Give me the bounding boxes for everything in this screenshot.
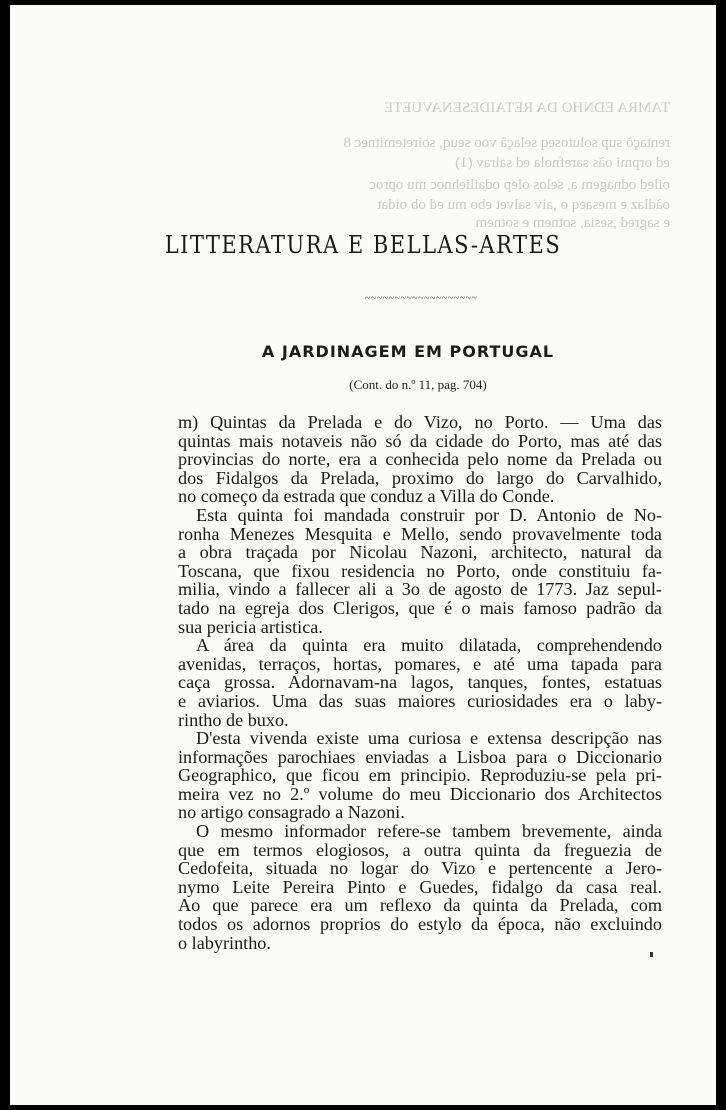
text-line: nymo Leite Pereira Pinto e Guedes, fidalgo da casa real. (178, 876, 662, 897)
text-line: tado na egreja dos Clerigos, que é o mais famoso padrão da (178, 597, 662, 618)
text-line: o labyrintho. (178, 932, 271, 953)
text-line: Esta quinta foi mandada construir por D. Antonio de No- (196, 504, 662, 525)
section-title: LITTERATURA E BELLAS-ARTES (164, 231, 562, 259)
printed-page (10, 5, 716, 1105)
text-line: meira vez no 2.º volume do meu Diccionario dos Architectos (178, 783, 662, 804)
paragraph (178, 636, 662, 729)
paragraph (178, 506, 662, 636)
text-line: O mesmo informador refere-se tambem brevemente, ainda (196, 821, 662, 842)
text-line: e aviarios. Uma das suas maiores curiosidades era o laby- (178, 690, 662, 711)
text-line: rintho de buxo. (178, 709, 289, 730)
text-line: Cedofeita, situada no logar do Vizo e pertencente a Jero- (178, 858, 662, 879)
paragraph (178, 413, 662, 506)
text-line: que em termos elogiosos, a outra quinta da freguezia de (178, 839, 662, 860)
text-line: a obra traçada por Nicolau Nazoni, architecto, natural da (178, 542, 662, 563)
text-line: todos os adornos proprios do estylo da época, não excluindo (178, 914, 662, 935)
text-line: ronha Menezes Mesquita e Mello, sendo provavelmente toda (178, 523, 662, 544)
article-title: A JARDINAGEM EM PORTUGAL (261, 342, 555, 361)
text-line: quintas mais notaveis não só da cidade do Porto, mas até das (178, 430, 662, 451)
paragraph (178, 822, 662, 952)
ink-speck (650, 952, 653, 957)
text-line: D'esta vivenda existe uma curiosa e extensa descripção nas (196, 728, 662, 749)
text-line: no artigo consagrado a Nazoni. (178, 802, 405, 823)
bleed-through-line: oãdlaz e mesaeq o ,aiv salvet ebo mu ed ob oidat (377, 197, 670, 213)
decorative-rule: ~~~~~~~~~~~~~~~~~~~ (365, 293, 478, 304)
bleed-through-line: oiled odnagem a, selos olep odailiehnoc mu oproc (369, 177, 670, 193)
text-line: caça grossa. Adornavam-na lagos, tanques, fontes, estatuas (178, 672, 662, 693)
text-line: avenidas, terraços, hortas, pomares, e até uma tapada para (178, 653, 662, 674)
text-line: Geographico, que ficou em principio. Reproduziu-se pela pri- (178, 765, 662, 786)
text-line: informações parochiaes enviadas a Lisboa para o Diccionario (178, 746, 662, 767)
text-line: no começo da estrada que conduz a Villa do Conde. (178, 486, 555, 507)
bleed-through-line: TAMRA EDNHO DA RETAIDESENAVUETE (383, 100, 670, 116)
text-line: provincias do norte, era a conhecida pelo nome da Prelada ou (178, 449, 662, 470)
text-line: dos Fidalgos da Prelada, proximo do largo do Carvalhido, (178, 467, 662, 488)
bleed-through-line: e sagred ,sesia, sotnem e sotnem (475, 215, 670, 231)
text-line: A área da quinta era muito dilatada, comprehendendo (196, 635, 662, 656)
bleed-through-line: rentaçõ sup solutoseq selaçã voo seuq, soiretemitnec 8 (343, 135, 670, 151)
bleed-through-line: ed orpmi oãs sarefnola ed sairav (1) (455, 155, 670, 171)
text-line: Ao que parece era um reflexo da quinta da Prelada, com (178, 895, 662, 916)
text-line: m) Quintas da Prelada e do Vizo, no Porto. — Uma das (178, 412, 662, 432)
text-line: milia, vindo a fallecer ali a 3o de agosto de 1773. Jaz sepul- (178, 579, 662, 600)
paragraph (178, 729, 662, 822)
article-body (178, 413, 662, 952)
continuation-note: (Cont. do n.º 11, pag. 704) (349, 377, 487, 392)
text-line: sua pericia artistica. (178, 616, 323, 637)
text-line: Toscana, que fixou residencia no Porto, onde constituiu fa- (178, 560, 662, 581)
